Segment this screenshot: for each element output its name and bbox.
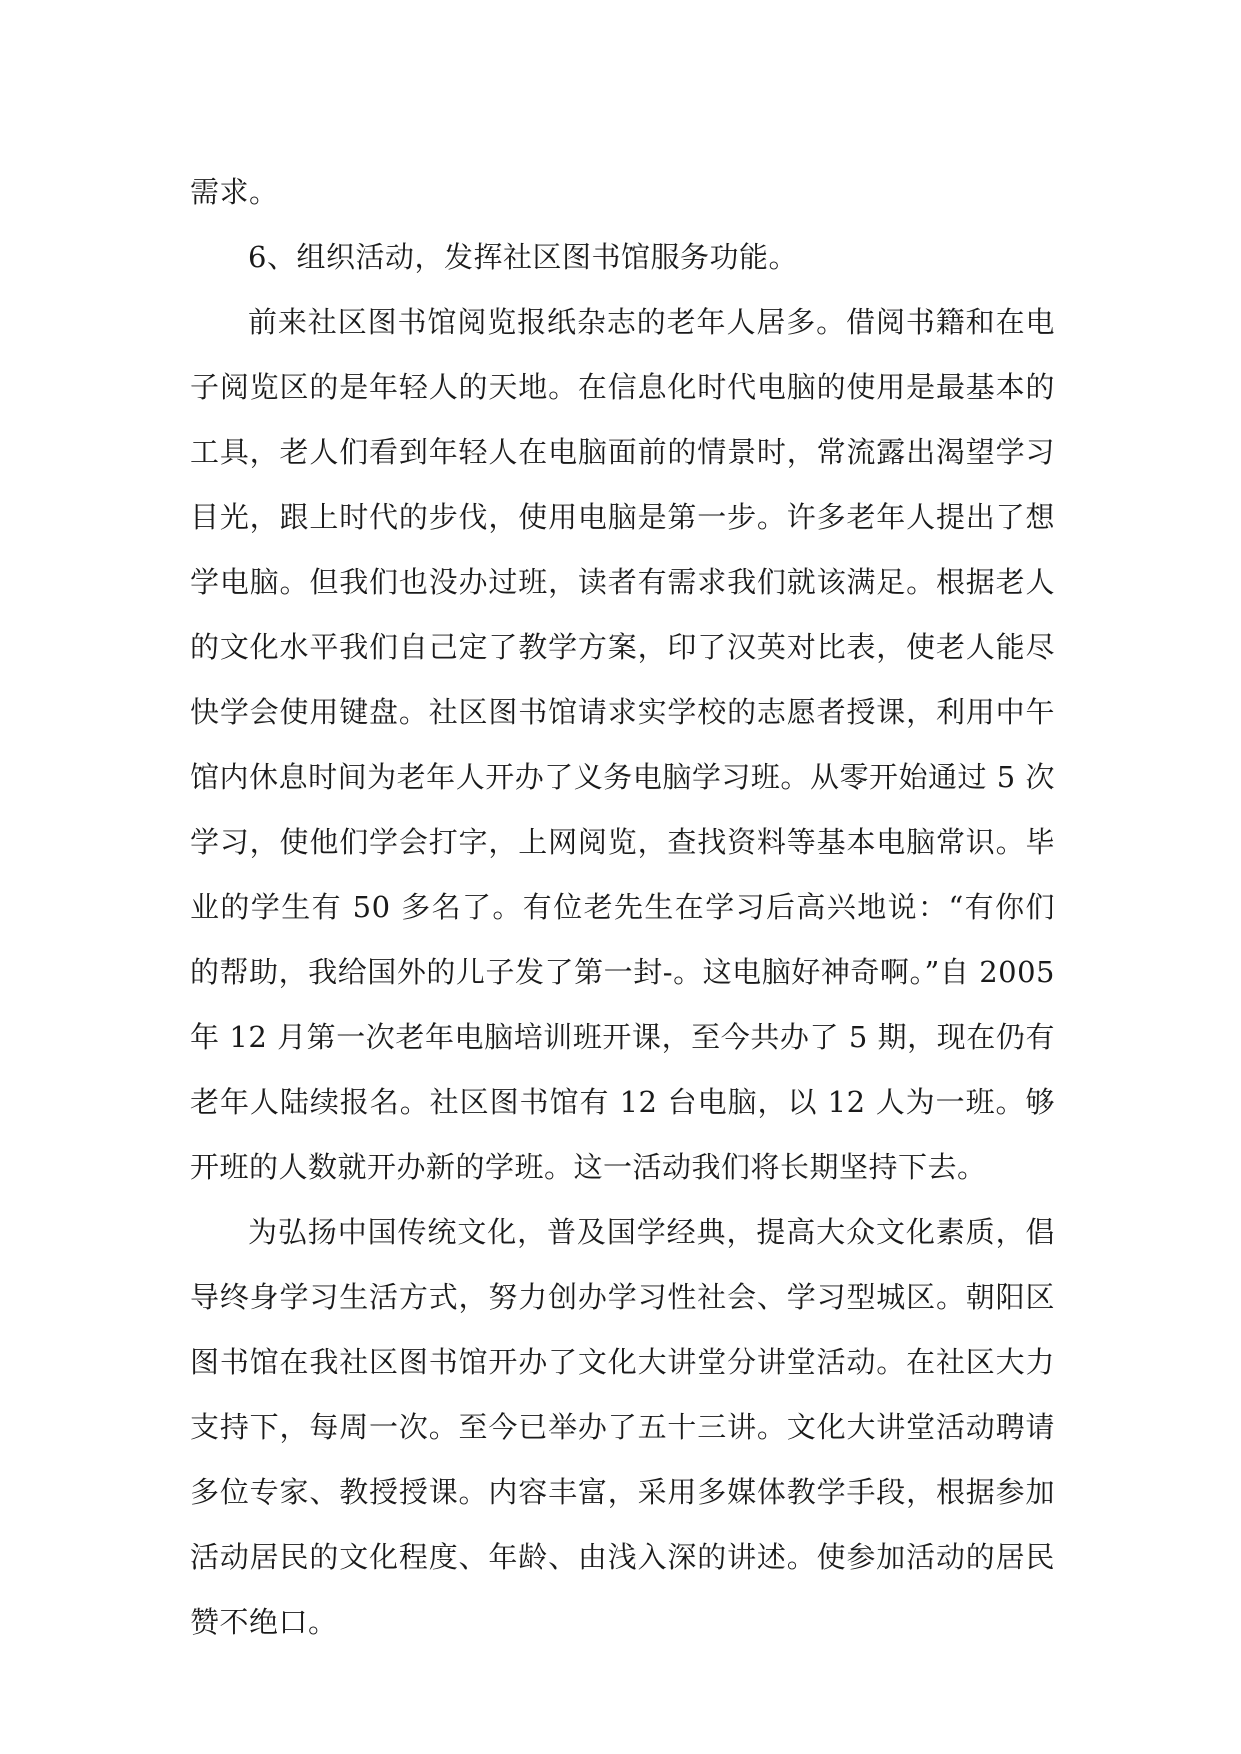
- paragraph-computer-class: 前来社区图书馆阅览报纸杂志的老年人居多。借阅书籍和在电子阅览区的是年轻人的天地。在信息化时代电脑的使用是最基本的工具，老人们看到年轻人在电脑面前的情景时，常流露出渴望学习目光，跟上时代的步伐，使用电脑是第一步。许多老年人提出了想学电脑。但我们也没办过班，读者有需求我们就该满足。根据老人的文化水平我们自己定了教学方案，印了汉英对比表，使老人能尽快学会使用键盘。社区图书馆请求实学校的志愿者授课，利用中午馆内休息时间为老年人开办了义务电脑学习班。从零开始通过 5 次学习，使他们学会打字，上网阅览，查找资料等基本电脑常识。毕业的学生有 50 多名了。有位老先生在学习后高兴地说：“有你们的帮助，我给国外的儿子发了第一封-。这电脑好神奇啊。”自 2005 年 12 月第一次老年电脑培训班开课，至今共办了 5 期，现在仍有老年人陆续报名。社区图书馆有 12 台电脑，以 12 人为一班。够开班的人数就开办新的学班。这一活动我们将长期坚持下去。: [190, 305, 1055, 1184]
- paragraph-culture-lecture: 为弘扬中国传统文化，普及国学经典，提高大众文化素质，倡导终身学习生活方式，努力创办学习性社会、学习型城区。朝阳区图书馆在我社区图书馆开办了文化大讲堂分讲堂活动。在社区大力支持下，每周一次。至今已举办了五十三讲。文化大讲堂活动聘请多位专家、教授授课。内容丰富，采用多媒体教学手段，根据参加活动居民的文化程度、年龄、由浅入深的讲述。使参加活动的居民赞不绝口。: [190, 1215, 1055, 1639]
- document-body: [190, 160, 1055, 1655]
- paragraph-section-heading: 6、组织活动，发挥社区图书馆服务功能。: [248, 240, 798, 274]
- paragraph-continuation: 需求。: [190, 175, 279, 209]
